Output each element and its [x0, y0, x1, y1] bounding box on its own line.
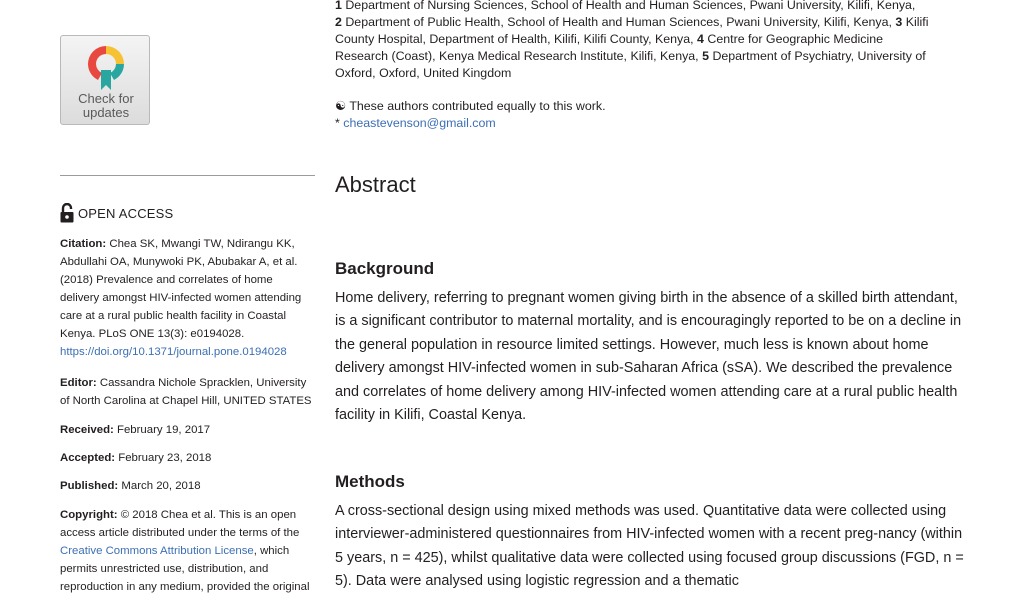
- copyright-label: Copyright:: [60, 509, 118, 521]
- badge-label-line2: updates: [82, 105, 130, 120]
- affiliation-2-number: 2: [335, 15, 342, 29]
- affiliation-3-text-continued: County Hospital, Department of Health, Kilifi, Kilifi County, Kenya,: [335, 32, 694, 46]
- badge-label-line1: Check for: [78, 91, 134, 106]
- affiliation-4-text-continued: Research (Coast), Kenya Medical Research Institute, Kilifi, Kenya,: [335, 49, 699, 63]
- editor-block: [60, 374, 315, 410]
- affiliation-1-number: 1: [335, 0, 342, 12]
- cc-license-link[interactable]: Creative Commons Attribution License: [60, 545, 254, 557]
- affiliation-5-number: 5: [702, 49, 709, 63]
- received-label: Received:: [60, 424, 114, 436]
- citation-doi-link[interactable]: https://doi.org/10.1371/journal.pone.0194028: [60, 346, 287, 358]
- affiliation-5-text-continued: Oxford, Oxford, United Kingdom: [335, 66, 512, 80]
- affiliation-3-number: 3: [895, 15, 903, 29]
- equal-contribution-symbol: ☯: [335, 99, 347, 113]
- sidebar-divider: [60, 175, 315, 176]
- accepted-label: Accepted:: [60, 452, 116, 464]
- affiliations: [335, 0, 975, 82]
- affiliation-4-number: 4: [697, 32, 704, 46]
- equal-contribution-note: [335, 98, 606, 115]
- corresponding-email: [335, 115, 496, 132]
- editor-label: Editor:: [60, 377, 97, 389]
- received-block: [60, 421, 315, 439]
- check-for-updates-badge[interactable]: [60, 35, 150, 125]
- background-heading: Background: [335, 259, 435, 278]
- open-access-label: [60, 203, 173, 223]
- affiliation-5-text: Department of Psychiatry, University of: [712, 49, 926, 63]
- published-label: Published:: [60, 480, 119, 492]
- background-paragraph: Home delivery, referring to pregnant women giving birth in the absence of a skilled birth attendant, is a significant contributor to maternal mortality, and is encouragingly reported to be on a decline in the general population in resource limited settings. However, much less is known about home delivery amongst HIV-infected women in sub-Saharan Africa (sSA). We described the prevalence and correlates of home delivery among HIV-infected women attending care at a rural public health facility in Kilifi, Coastal Kenya.: [335, 290, 962, 424]
- email-link[interactable]: cheastevenson@gmail.com: [343, 116, 496, 130]
- abstract-heading: Abstract: [335, 172, 416, 197]
- affiliation-line-2: [335, 14, 975, 31]
- citation-label: Citation:: [60, 238, 107, 250]
- affiliation-4-text: Centre for Geographic Medicine: [707, 32, 884, 46]
- corresponding-symbol: *: [335, 116, 340, 130]
- affiliation-3-text: Kilifi: [905, 15, 929, 29]
- open-lock-icon: [60, 203, 74, 223]
- editor-text: Cassandra Nichole Spracklen, University of North Carolina at Chapel Hill, UNITED STATES: [60, 377, 312, 407]
- crossmark-icon: [84, 42, 128, 90]
- affiliation-1-text: Department of Nursing Sciences, School of Health and Human Sciences, Pwani University, Kilifi, Kenya,: [345, 0, 916, 12]
- methods-paragraph: A cross-sectional design using mixed methods was used. Quantitative data were collected using interviewer-administered questionnaires from HIV-infected women with a recent preg-nancy (within 5 years, n = 425), whilst qualitative data were collected using focused group discussions (FGD, n = 5). Data were analysed using logistic regression and a thematic: [335, 503, 964, 590]
- received-date: February 19, 2017: [117, 424, 211, 436]
- methods-heading: Methods: [335, 472, 405, 491]
- citation-block: [60, 235, 315, 361]
- open-access-text: OPEN ACCESS: [78, 205, 174, 221]
- accepted-date: February 23, 2018: [118, 452, 212, 464]
- affiliation-line-5: [335, 65, 975, 82]
- copyright-block: [60, 506, 315, 596]
- published-block: [60, 477, 315, 495]
- affiliation-line-1: [335, 0, 975, 14]
- copyright-text-continued: , which permits unrestricted use, distribution, and reproduction in any medium, provided the original: [60, 545, 310, 593]
- affiliation-2-text: Department of Public Health, School of Health and Human Sciences, Pwani University, Kilifi, Kenya,: [345, 15, 892, 29]
- copyright-text: © 2018 Chea et al. This is an open access article distributed under the terms of the: [60, 509, 300, 539]
- affiliation-line-3: [335, 31, 975, 48]
- published-date: March 20, 2018: [121, 480, 201, 492]
- equal-contribution-text: These authors contributed equally to this work.: [349, 99, 606, 113]
- affiliation-line-4: [335, 48, 975, 65]
- accepted-block: [60, 449, 315, 467]
- citation-text: Chea SK, Mwangi TW, Ndirangu KK, Abdullahi OA, Munywoki PK, Abubakar A, et al. (2018) Prevalence and correlates of home delivery amongst HIV-infected women attending care at a rural public health facility in Coastal Kenya. PLoS ONE 13(3): e0194028.: [60, 238, 302, 340]
